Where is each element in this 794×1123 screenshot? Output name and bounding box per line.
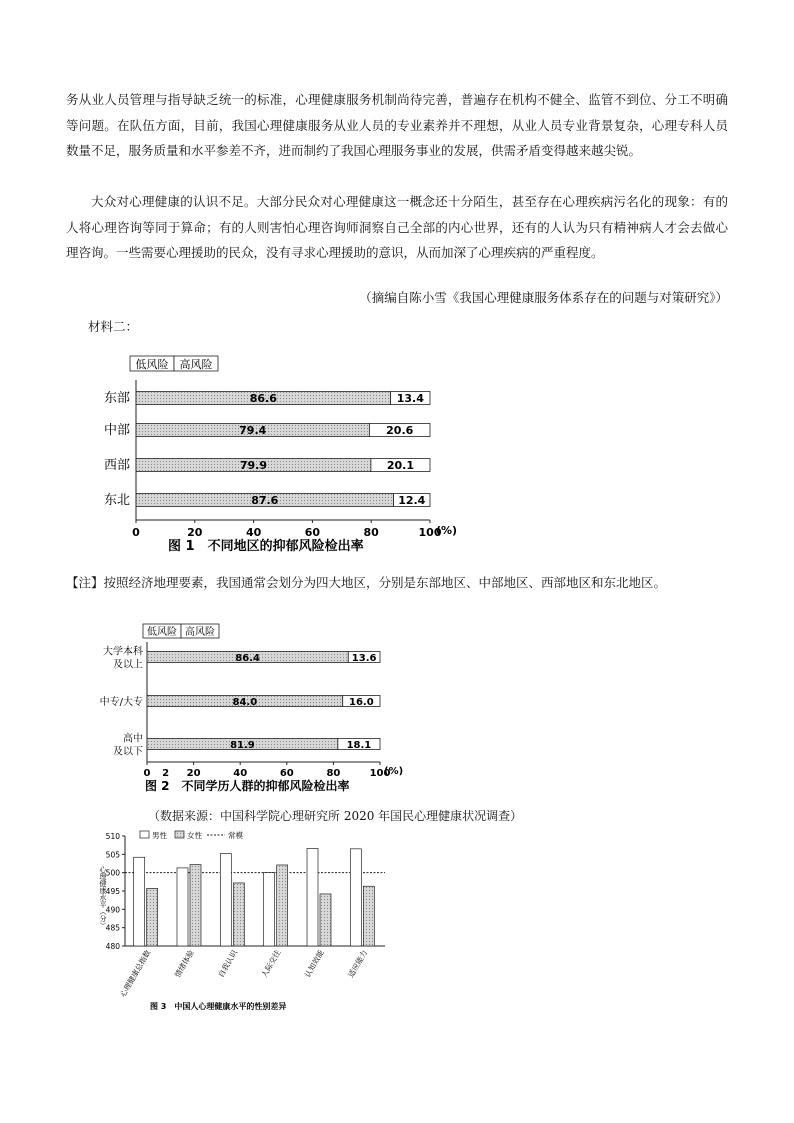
category-label-4: 认知效能 <box>302 948 326 979</box>
x-tick-label-1: 20 <box>187 526 203 539</box>
category-label-2: 自我认识 <box>216 948 240 979</box>
legend-label-male: 男性 <box>152 831 167 840</box>
category-label-0: 心理健康总指数 <box>118 948 153 999</box>
bar-female-2 <box>233 883 244 946</box>
bar-male-5 <box>350 849 361 946</box>
bar-high-label-1: 16.0 <box>349 697 374 708</box>
y-tick-label-5: 505 <box>105 850 120 860</box>
material-label: 材料二： <box>88 319 139 334</box>
legend-label-1: 高风险 <box>185 627 215 638</box>
x-tick-label-2: 20 <box>186 768 201 779</box>
bar-high-label-3: 12.4 <box>398 494 426 507</box>
y-tick-label-1: 485 <box>105 923 120 933</box>
category-label-0-0: 东部 <box>103 391 130 406</box>
category-label-3: 人际交往 <box>259 948 283 979</box>
legend-label-0: 低风险 <box>147 627 177 638</box>
x-tick-label-4: 80 <box>363 526 379 539</box>
bar-low-label-2: 79.9 <box>239 459 268 472</box>
legend-label-0: 低风险 <box>135 358 169 371</box>
category-label-1-0: 中部 <box>103 423 130 438</box>
category-label-5: 适应能力 <box>346 948 370 979</box>
unit-label: (%) <box>436 524 458 537</box>
y-tick-label-0: 480 <box>105 942 120 951</box>
category-label-1: 情绪体验 <box>172 948 196 979</box>
bar-male-1 <box>177 868 188 946</box>
chart-title: 图 3 中国人心理健康水平的性别差异 <box>150 1002 287 1011</box>
x-tick-label-4: 60 <box>279 768 294 779</box>
y-tick-label-6: 510 <box>105 832 120 841</box>
category-label-0-1: 及以上 <box>113 659 143 671</box>
y-tick-label-2: 490 <box>105 905 120 915</box>
bar-female-3 <box>277 865 288 946</box>
data-source: （数据来源：中国科学院心理研究所 2020 年国民心理健康状况调查） <box>148 809 523 823</box>
legend-box-female <box>175 831 184 838</box>
x-tick-label-2: 40 <box>245 526 262 539</box>
bar-male-0 <box>134 857 145 946</box>
bar-low-label-1: 79.4 <box>239 424 267 437</box>
x-tick-label-0: 0 <box>132 526 140 539</box>
chart-title: 图 1 不同地区的抑郁风险检出率 <box>168 539 364 554</box>
x-tick-label-3: 60 <box>304 526 321 539</box>
y-axis-label: 心理健康水平（分） <box>99 866 107 929</box>
x-tick-label-1: 2 <box>162 768 170 779</box>
x-tick-label-5: 100 <box>418 526 442 539</box>
bar-high-label-0: 13.6 <box>351 653 377 664</box>
bar-high-label-2: 20.1 <box>386 459 415 472</box>
category-label-3-0: 东北 <box>103 493 130 508</box>
x-tick-label-6: 100 <box>369 768 391 779</box>
bar-low-label-1: 84.0 <box>232 697 258 708</box>
category-label-2-0: 西部 <box>103 458 130 473</box>
bar-low-label-0: 86.6 <box>249 392 277 405</box>
bar-female-5 <box>363 886 374 946</box>
y-tick-label-3: 495 <box>105 887 120 896</box>
category-label-0-0: 大学本科 <box>103 646 143 658</box>
y-tick-label-4: 500 <box>105 868 120 878</box>
bar-female-0 <box>147 888 158 946</box>
figure-1-chart <box>90 352 470 557</box>
legend-label-norm: 常模 <box>228 831 243 840</box>
bar-female-4 <box>320 894 331 946</box>
x-tick-label-3: 40 <box>233 768 248 779</box>
category-label-2-1: 及以下 <box>113 746 143 758</box>
note: 【注】按照经济地理要素，我国通常会划分为四大地区，分别是东部地区、中部地区、西部地区和东北地区。 <box>66 575 667 590</box>
legend-box-male <box>140 831 149 838</box>
bar-low-label-2: 81.9 <box>230 740 255 751</box>
bar-high-label-0: 13.4 <box>396 392 424 405</box>
paragraph-1: 务从业人员管理与指导缺乏统一的标准，心理健康服务机制尚待完善，普遍存在机构不健全、监管不到位、分工不明确等问题。在队伍方面，目前，我国心理健康服务从业人员的专业素养并不理想，从业人员专业背景复杂，心理专科人员数量不足，服务质量和水平参差不齐，进而制约了我国心理服务事业的发展，供需矛盾变得越来越尖锐。 <box>66 92 728 158</box>
x-tick-label-5: 80 <box>326 768 341 779</box>
legend-label-1: 高风险 <box>179 358 213 371</box>
bar-low-label-3: 87.6 <box>251 494 279 507</box>
paragraph-2: 大众对心理健康的认识不足。大部分民众对心理健康这一概念还十分陌生，甚至存在心理疾病污名化的现象：有的人将心理咨询等同于算命；有的人则害怕心理咨询师洞察自己全部的内心世界，还有的人认为只有精神病人才会去做心理咨询。一些需要心理援助的民众，没有寻求心理援助的意识，从而加深了心理疾病的严重程度。 <box>66 194 728 260</box>
bar-low-label-0: 86.4 <box>235 653 260 664</box>
legend-label-female: 女性 <box>187 831 202 840</box>
figure-3-chart <box>95 826 405 1016</box>
bar-female-1 <box>190 865 201 946</box>
citation: （摘编自陈小雪《我国心理健康服务体系存在的问题与对策研究》） <box>359 290 728 305</box>
bar-male-3 <box>264 873 275 946</box>
x-tick-label-0: 0 <box>143 768 151 779</box>
bar-male-2 <box>220 854 231 946</box>
bar-male-4 <box>307 848 318 946</box>
figure-2-chart <box>90 620 430 800</box>
bar-high-label-1: 20.6 <box>386 424 414 437</box>
unit-label: (%) <box>384 766 404 777</box>
chart-title: 图 2 不同学历人群的抑郁风险检出率 <box>145 779 350 793</box>
category-label-1-0: 中专/大专 <box>99 697 143 708</box>
category-label-2-0: 高中 <box>123 733 143 745</box>
bar-high-label-2: 18.1 <box>346 740 372 751</box>
